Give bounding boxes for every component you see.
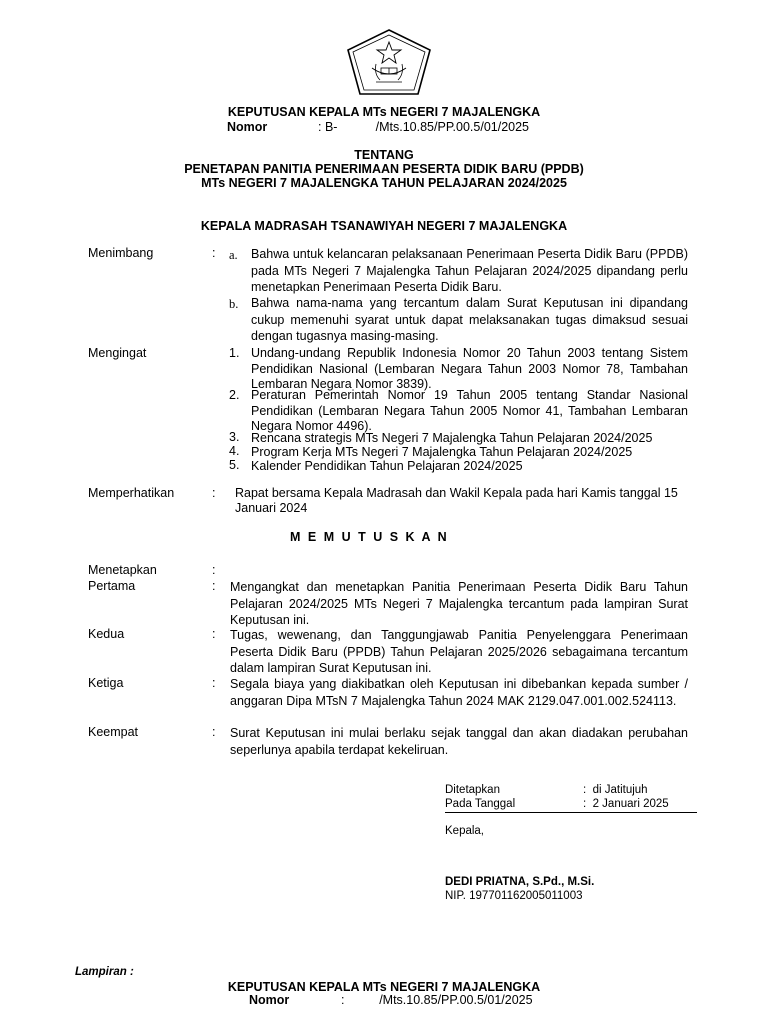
mengingat-marker-5: 5.	[229, 458, 240, 472]
ditetapkan-value: : di Jatitujuh	[583, 784, 648, 796]
signer-position: Kepala,	[445, 825, 485, 837]
mengingat-marker-3: 3.	[229, 430, 240, 444]
decision-colon: :	[212, 579, 216, 593]
decision-text: Segala biaya yang diakibatkan oleh Keputusan ini dibebankan kepada sumber / anggaran Dipa MTsN 7 Majalengka Tahun 2024 MAK 2129.047.001.002.524113.	[230, 677, 688, 708]
menimbang-label: Menimbang	[88, 246, 154, 260]
mengingat-item-4: Program Kerja MTs Negeri 7 Majalengka Tahun Pelajaran 2024/2025	[251, 445, 633, 459]
nomor-value: : B- /Mts.10.85/PP.00.5/01/2025	[318, 120, 530, 134]
tentang-label: TENTANG	[354, 148, 414, 162]
tentang-line-1: PENETAPAN PANITIA PENERIMAAN PESERTA DIDIK BARU (PPDB)	[184, 162, 584, 176]
menimbang-colon: :	[212, 246, 216, 260]
lampiran-label: Lampiran :	[75, 966, 134, 978]
mengingat-item-5: Kalender Pendidikan Tahun Pelajaran 2024/2025	[251, 459, 523, 473]
lampiran-nomor-value: : /Mts.10.85/PP.00.5/01/2025	[341, 993, 533, 1007]
memperhatikan-text: Rapat bersama Kepala Madrasah dan Wakil Kepala pada hari Kamis tanggal 15 Januari 2024	[235, 486, 678, 515]
memperhatikan-label: Memperhatikan	[88, 486, 175, 500]
decision-label: Ketiga	[88, 676, 124, 690]
decision-colon: :	[212, 627, 216, 641]
menetapkan-colon: :	[212, 563, 216, 577]
mengingat-item-1: Undang-undang Republik Indonesia Nomor 20 Tahun 2003 tentang Sistem Pendidikan Nasional (Lembaran Negara Tahun 2003 Nomor 78, Tambahan Lembaran Negara Nomor 3839).	[251, 346, 688, 391]
decision-label: Keempat	[88, 725, 139, 739]
memperhatikan-colon: :	[212, 486, 216, 500]
memutuskan-heading: M E M U T U S K A N	[290, 530, 449, 544]
document-title: KEPUTUSAN KEPALA MTs NEGERI 7 MAJALENGKA	[227, 105, 541, 119]
decision-text: Tugas, wewenang, dan Tanggungjawab Panitia Penyelenggara Penerimaan Peserta Didik Baru (PPDB) Tahun Pelajaran 2025/2026 sebagaimana tercantum dalam lampiran Surat Keputusan ini.	[230, 628, 688, 675]
issuer-heading: KEPALA MADRASAH TSANAWIYAH NEGERI 7 MAJALENGKA	[200, 219, 568, 233]
menimbang-marker-b: b.	[229, 297, 239, 311]
signer-nip: NIP. 197701162005011003	[445, 890, 583, 902]
mengingat-marker-4: 4.	[229, 444, 240, 458]
decision-label: Pertama	[88, 579, 136, 593]
mengingat-marker-1: 1.	[229, 346, 240, 360]
menimbang-item-a: Bahwa untuk kelancaran pelaksanaan Penerimaan Peserta Didik Baru (PPDB) pada MTs Negeri 7 Majalengka Tahun Pelajaran 2024/2025 dipandang perlu menetapkan Penerimaan Peserta Didik Baru.	[251, 247, 688, 294]
menimbang-item-b: Bahwa nama-nama yang tercantum dalam Surat Keputusan ini dipandang cukup memenuhi syarat untuk dapat melaksanakan tugas dimaksud sesuai dengan tugasnya masing-masing.	[251, 296, 688, 343]
decision-colon: :	[212, 725, 216, 739]
signer-name: DEDI PRIATNA, S.Pd., M.Si.	[445, 876, 595, 888]
menimbang-marker-a: a.	[229, 248, 238, 262]
signature-divider	[445, 812, 697, 813]
tentang-line-2: MTs NEGERI 7 MAJALENGKA TAHUN PELAJARAN 2024/2025	[201, 176, 567, 190]
decision-colon: :	[212, 676, 216, 690]
lampiran-title: KEPUTUSAN KEPALA MTs NEGERI 7 MAJALENGKA	[227, 980, 541, 994]
ditetapkan-label: Ditetapkan	[445, 784, 500, 796]
decision-text: Surat Keputusan ini mulai berlaku sejak tanggal dan akan diadakan perubahan seperlunya apabila terdapat kekeliruan.	[230, 726, 688, 757]
menetapkan-label: Menetapkan	[88, 563, 157, 577]
lampiran-nomor-label: Nomor	[249, 993, 290, 1007]
decision-text: Mengangkat dan menetapkan Panitia Penerimaan Peserta Didik Baru Tahun Pelajaran 2024/2025 MTs Negeri 7 Majalengka tercantum pada lampiran Surat Keputusan ini.	[230, 580, 688, 627]
mengingat-item-2: Peraturan Pemerintah Nomor 19 Tahun 2005 tentang Standar Nasional Pendidikan (Lembaran Negara Tahun 2005 Nomor 41, Tambahan Lembaran Negara Nomor 4496).	[251, 388, 688, 433]
tanggal-label: Pada Tanggal	[445, 798, 516, 810]
tanggal-value: : 2 Januari 2025	[583, 798, 669, 810]
mengingat-marker-2: 2.	[229, 388, 240, 402]
mengingat-item-3: Rencana strategis MTs Negeri 7 Majalengka Tahun Pelajaran 2024/2025	[251, 431, 653, 445]
decision-label: Kedua	[88, 627, 125, 641]
kemenag-emblem-logo	[346, 28, 432, 96]
mengingat-label: Mengingat	[88, 346, 147, 360]
nomor-label: Nomor	[227, 120, 268, 134]
